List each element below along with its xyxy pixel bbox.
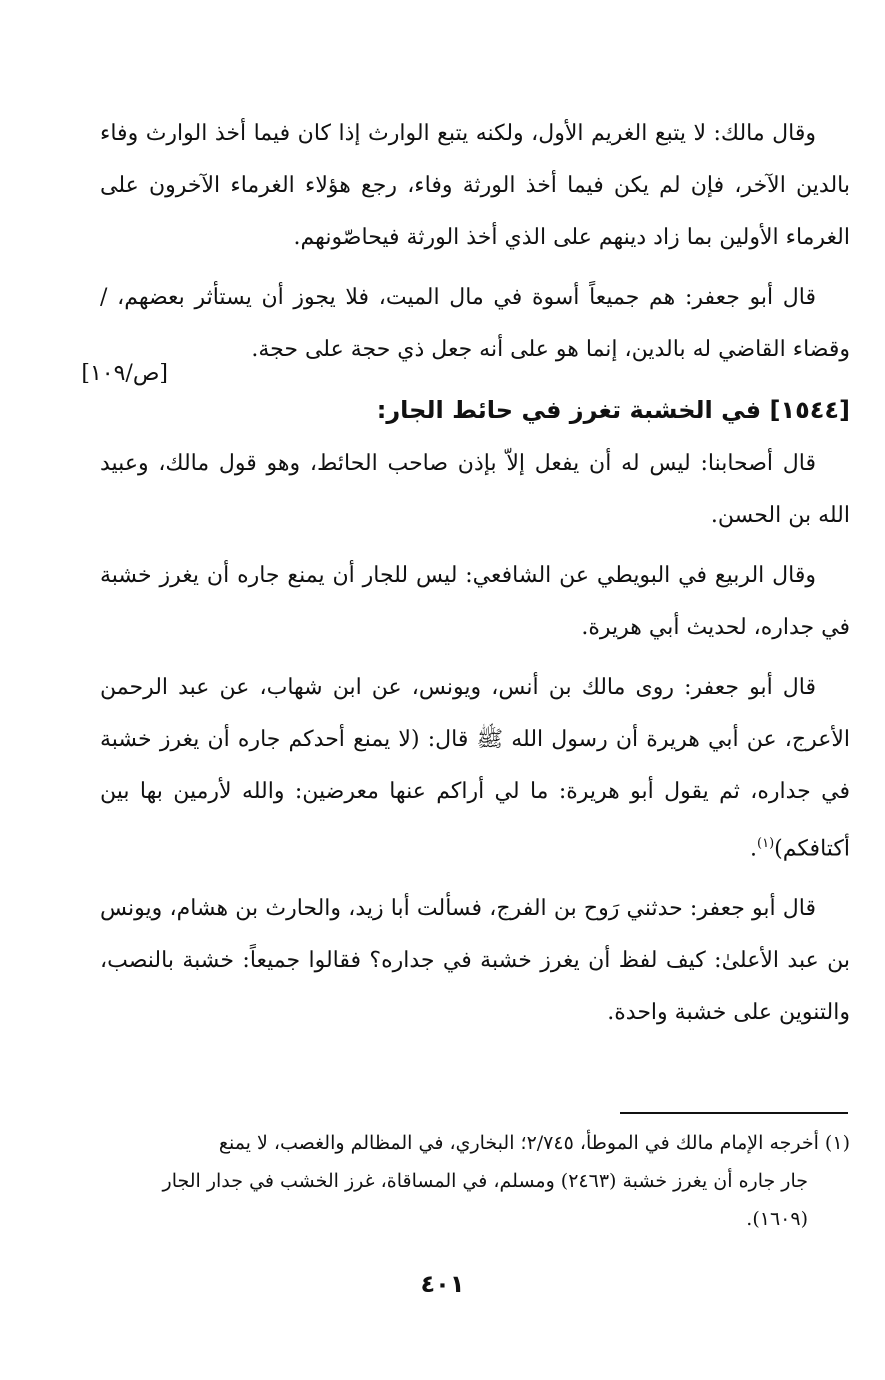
paragraph-3: قال أصحابنا: ليس له أن يفعل إلاّ بإذن صاحب الحائط، وهو قول مالك، وعبيد الله بن الحسن. bbox=[100, 451, 850, 528]
footnote-line-2: جار جاره أن يغرز خشبة (٢٤٦٣) ومسلم، في المساقاة، غرز الخشب في جدار الجار bbox=[162, 1170, 808, 1192]
paragraph-5-end: . bbox=[750, 836, 758, 862]
paragraph-5 bbox=[100, 662, 850, 875]
footnotes bbox=[100, 1124, 850, 1238]
paragraph-5-text: قال أبو جعفر: روى مالك بن أنس، ويونس، عن ابن شهاب، عن عبد الرحمن الأعرج، عن أبي هريرة أن رسول الله ﷺ قال: (لا يمنع أحدكم جاره أن يغرز خشبة في جداره، ثم يقول أبو هريرة: ما لي أراكم عنها معرضين: والله لأرمين بها بين أكتافكم) bbox=[100, 675, 850, 862]
footnote-divider bbox=[620, 1112, 848, 1114]
page-number: ٤٠١ bbox=[420, 1270, 465, 1298]
paragraph-4: وقال الربيع في البويطي عن الشافعي: ليس للجار أن يمنع جاره أن يغرز خشبة في جداره، لحديث أبي هريرة. bbox=[100, 563, 850, 640]
paragraph-1: وقال مالك: لا يتبع الغريم الأول، ولكنه يتبع الوارث إذا كان فيما أخذ الوارث وفاء بالدين الآخر، فإن لم يكن فيما أخذ الورثة وفاء، رجع هؤلاء الغرماء الآخرون على الغرماء الأولين بما زاد دينهم على الذي أخذ الورثة فيحاصّونهم. bbox=[100, 121, 850, 250]
footnote-line-1: (١) أخرجه الإمام مالك في الموطأ، ٢/٧٤٥؛ البخاري، في المظالم والغصب، لا يمنع bbox=[218, 1132, 850, 1154]
footnote-line-3: (١٦٠٩). bbox=[746, 1208, 808, 1230]
section-heading: [١٥٤٤] في الخشبة تغرز في حائط الجار: bbox=[376, 396, 850, 424]
paragraph-2: قال أبو جعفر: هم جميعاً أسوة في مال الميت، فلا يجوز أن يستأثر بعضهم، / وقضاء القاضي له بالدين، إنما هو على أنه جعل ذي حجة على حجة. bbox=[100, 285, 850, 362]
page-margin-note: [ص/١٠٩] bbox=[81, 361, 168, 386]
main-text bbox=[100, 108, 850, 1047]
footnote-reference: (١) bbox=[757, 836, 775, 851]
paragraph-6: قال أبو جعفر: حدثني رَوح بن الفرج، فسألت أبا زيد، والحارث بن هشام، ويونس بن عبد الأعلىٰ: كيف لفظ أن يغرز خشبة في جداره؟ فقالوا جميعاً: خشبة بالنصب، والتنوين على خشبة واحدة. bbox=[100, 896, 850, 1026]
